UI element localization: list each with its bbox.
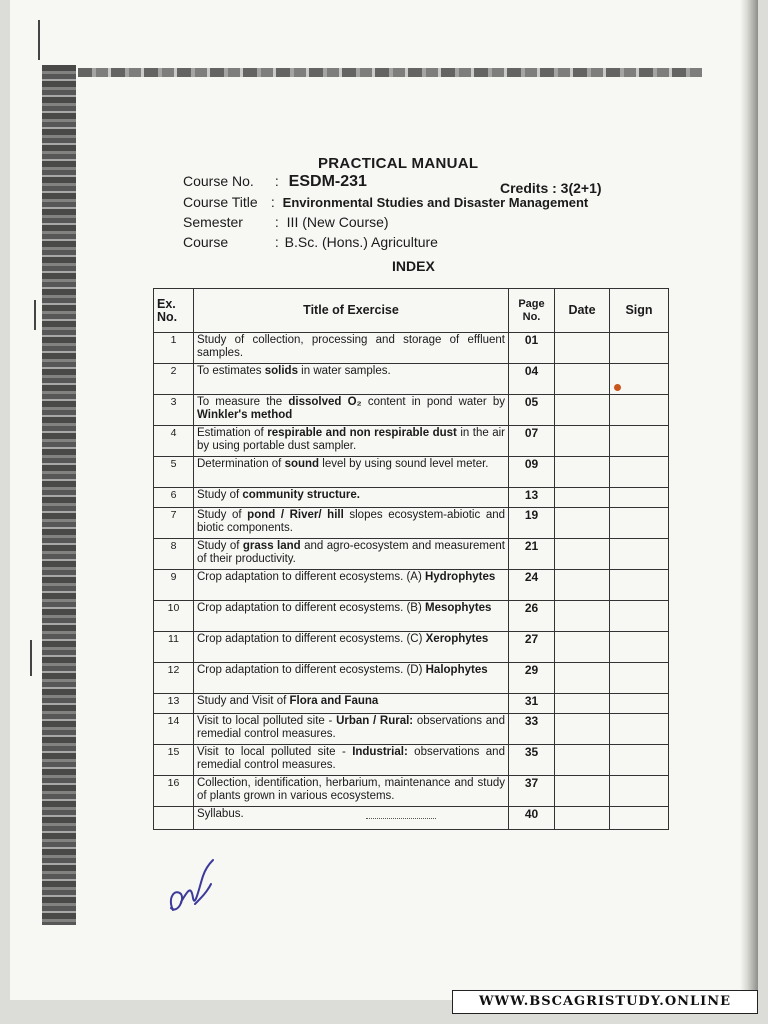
date-cell xyxy=(555,807,610,830)
exercise-title xyxy=(194,488,509,508)
exercise-title-emphasis: grass land xyxy=(242,540,301,552)
course-no-line xyxy=(183,173,367,191)
exercise-title-emphasis: pond / River/ hill xyxy=(247,509,344,521)
exercise-number: 2 xyxy=(154,364,194,395)
page-number: 09 xyxy=(509,457,555,488)
exercise-title-text: Visit to local polluted site - xyxy=(197,746,353,758)
page-number: 04 xyxy=(509,364,555,395)
course-title-label: Course Title xyxy=(183,194,258,210)
table-row xyxy=(154,570,669,601)
sign-cell xyxy=(610,426,669,457)
date-cell xyxy=(555,663,610,694)
table-row xyxy=(154,601,669,632)
exercise-title-emphasis: Winkler's method xyxy=(197,409,293,421)
sign-cell xyxy=(610,694,669,714)
table-row xyxy=(154,508,669,539)
page-number: 29 xyxy=(509,663,555,694)
exercise-title-text: Syllabus. xyxy=(197,808,244,820)
index-header-row xyxy=(154,289,669,333)
exercise-number: 12 xyxy=(154,663,194,694)
exercise-number: 14 xyxy=(154,714,194,745)
table-row xyxy=(154,426,669,457)
exercise-title-text: Estimation of xyxy=(197,427,268,439)
exercise-title xyxy=(194,663,509,694)
course-line xyxy=(183,234,438,250)
date-cell xyxy=(555,570,610,601)
course-no-value: ESDM-231 xyxy=(288,173,367,190)
exercise-title-emphasis: community structure. xyxy=(242,489,360,501)
exercise-title-text: To measure the xyxy=(197,396,289,408)
exercise-title-text: Crop adaptation to different ecosystems. (B) xyxy=(197,602,425,614)
course-title-value: Environmental Studies and Disaster Management xyxy=(282,195,589,210)
sign-cell xyxy=(610,488,669,508)
ink-dot xyxy=(614,384,621,391)
exercise-title-text: Crop adaptation to different ecosystems. (C) xyxy=(197,633,426,645)
exercise-title xyxy=(194,776,509,807)
exercise-number: 6 xyxy=(154,488,194,508)
exercise-title-emphasis: dissolved O₂ xyxy=(288,396,362,408)
date-cell xyxy=(555,776,610,807)
page-number: 33 xyxy=(509,714,555,745)
exercise-title-text: Crop adaptation to different ecosystems. (D) xyxy=(197,664,426,676)
signature-icon xyxy=(165,858,225,920)
page-number: 40 xyxy=(509,807,555,830)
sign-cell xyxy=(610,395,669,426)
index-rows xyxy=(154,333,669,830)
website-watermark: WWW.BSCAGRISTUDY.ONLINE xyxy=(452,990,758,1014)
exercise-title-emphasis: Urban / Rural: xyxy=(336,715,414,727)
exercise-title-emphasis: Halophytes xyxy=(425,664,488,676)
exercise-title-text: Collection, identification, herbarium, maintenance and study of plants grown in various ecosystems. xyxy=(197,777,505,802)
table-row xyxy=(154,457,669,488)
table-row xyxy=(154,364,669,395)
exercise-title-text: slopes ecosystem-abiotic and biotic components. xyxy=(197,509,506,534)
header-page-no: Page No. xyxy=(509,289,555,333)
exercise-title xyxy=(194,632,509,663)
exercise-title-text: content in pond water by xyxy=(361,396,505,408)
page-number: 13 xyxy=(509,488,555,508)
page-number: 35 xyxy=(509,745,555,776)
exercise-number: 3 xyxy=(154,395,194,426)
sign-cell xyxy=(610,601,669,632)
exercise-title-text: To estimates xyxy=(197,365,265,377)
exercise-title-emphasis: Mesophytes xyxy=(424,602,492,614)
course-label: Course xyxy=(183,234,229,250)
exercise-title-text: Visit to local polluted site - xyxy=(197,715,337,727)
exercise-number: 7 xyxy=(154,508,194,539)
page-number: 21 xyxy=(509,539,555,570)
sign-cell xyxy=(610,457,669,488)
sign-cell xyxy=(610,508,669,539)
course-no-label: Course No. xyxy=(183,173,254,189)
table-row xyxy=(154,694,669,714)
course-sep: : xyxy=(274,234,279,250)
exercise-title-emphasis: solids xyxy=(264,365,298,377)
exercise-title-text: and agro-ecosystem and measurement of their productivity. xyxy=(197,540,505,565)
exercise-title xyxy=(194,694,509,714)
sign-cell xyxy=(610,807,669,830)
sign-cell xyxy=(610,745,669,776)
exercise-title-text: Study and Visit of xyxy=(197,695,290,707)
exercise-number: 9 xyxy=(154,570,194,601)
exercise-title-text: Study of collection, processing and storage of effluent samples. xyxy=(197,334,505,359)
semester-line xyxy=(183,214,389,230)
exercise-title-emphasis: Xerophytes xyxy=(425,633,489,645)
exercise-title-text: Crop adaptation to different ecosystems. (A) xyxy=(197,571,425,583)
document-title: PRACTICAL MANUAL xyxy=(318,155,479,172)
date-cell xyxy=(555,426,610,457)
header-ex-no: Ex. No. xyxy=(154,289,194,333)
exercise-title-text: in the air by using portable dust sampler. xyxy=(197,427,505,452)
date-cell xyxy=(555,714,610,745)
sign-cell xyxy=(610,539,669,570)
exercise-number: 1 xyxy=(154,333,194,364)
table-row xyxy=(154,776,669,807)
header-date: Date xyxy=(555,289,610,333)
date-cell xyxy=(555,745,610,776)
exercise-number: 5 xyxy=(154,457,194,488)
exercise-title xyxy=(194,457,509,488)
exercise-title-emphasis: Hydrophytes xyxy=(424,571,496,583)
exercise-title-text: level by using sound level meter. xyxy=(319,458,489,470)
table-row xyxy=(154,395,669,426)
page-number: 01 xyxy=(509,333,555,364)
exercise-title-text: Study of xyxy=(197,489,243,501)
page-number: 27 xyxy=(509,632,555,663)
exercise-title-text: in water samples. xyxy=(297,365,391,377)
index-table xyxy=(153,288,669,830)
exercise-title xyxy=(194,364,509,395)
date-cell xyxy=(555,364,610,395)
exercise-title xyxy=(194,333,509,364)
exercise-title-text: Study of xyxy=(197,540,243,552)
exercise-title xyxy=(194,539,509,570)
date-cell xyxy=(555,601,610,632)
exercise-title-text: Determination of xyxy=(197,458,285,470)
date-cell xyxy=(555,508,610,539)
exercise-title-text: Study of xyxy=(197,509,248,521)
exercise-title-emphasis: respirable and non respirable dust xyxy=(267,427,457,439)
document-header xyxy=(0,0,768,280)
page-number: 05 xyxy=(509,395,555,426)
credits: Credits : 3(2+1) xyxy=(500,180,602,196)
course-value: B.Sc. (Hons.) Agriculture xyxy=(284,234,438,250)
exercise-number: 11 xyxy=(154,632,194,663)
exercise-title xyxy=(194,508,509,539)
exercise-title xyxy=(194,745,509,776)
date-cell xyxy=(555,395,610,426)
semester-value: III (New Course) xyxy=(286,214,389,230)
date-cell xyxy=(555,457,610,488)
date-cell xyxy=(555,488,610,508)
table-row xyxy=(154,745,669,776)
date-cell xyxy=(555,539,610,570)
exercise-title xyxy=(194,426,509,457)
table-row xyxy=(154,714,669,745)
sign-cell xyxy=(610,714,669,745)
exercise-number: 15 xyxy=(154,745,194,776)
exercise-title-text: observations and remedial control measures. xyxy=(197,746,505,771)
page-number: 31 xyxy=(509,694,555,714)
sign-cell xyxy=(610,663,669,694)
date-cell xyxy=(555,694,610,714)
index-heading: INDEX xyxy=(392,258,435,274)
exercise-number: 8 xyxy=(154,539,194,570)
end-dotted-line xyxy=(366,818,436,819)
exercise-title-text: observations and remedial control measures. xyxy=(197,715,505,740)
sign-cell xyxy=(610,776,669,807)
table-row xyxy=(154,488,669,508)
exercise-number: 10 xyxy=(154,601,194,632)
exercise-title xyxy=(194,714,509,745)
course-title-line xyxy=(183,194,588,210)
margin-mark xyxy=(30,640,32,676)
table-row xyxy=(154,663,669,694)
table-row xyxy=(154,632,669,663)
exercise-number: 4 xyxy=(154,426,194,457)
exercise-title xyxy=(194,395,509,426)
table-row xyxy=(154,333,669,364)
course-no-sep: : xyxy=(274,173,279,189)
exercise-number xyxy=(154,807,194,830)
page-number: 37 xyxy=(509,776,555,807)
date-cell xyxy=(555,632,610,663)
sign-cell xyxy=(610,570,669,601)
page-number: 19 xyxy=(509,508,555,539)
exercise-number: 13 xyxy=(154,694,194,714)
table-row xyxy=(154,539,669,570)
margin-mark xyxy=(34,300,36,330)
exercise-title-emphasis: Industrial: xyxy=(352,746,408,758)
page-number: 07 xyxy=(509,426,555,457)
exercise-title xyxy=(194,570,509,601)
page-number: 26 xyxy=(509,601,555,632)
date-cell xyxy=(555,333,610,364)
page-number: 24 xyxy=(509,570,555,601)
exercise-title xyxy=(194,601,509,632)
header-sign: Sign xyxy=(610,289,669,333)
sign-cell xyxy=(610,333,669,364)
exercise-title-emphasis: sound xyxy=(284,458,320,470)
semester-sep: : xyxy=(274,214,279,230)
semester-label: Semester xyxy=(183,214,243,230)
exercise-number: 16 xyxy=(154,776,194,807)
exercise-title-emphasis: Flora and Fauna xyxy=(289,695,379,707)
header-title: Title of Exercise xyxy=(194,289,509,333)
sign-cell xyxy=(610,632,669,663)
course-title-sep: : xyxy=(270,194,275,210)
exercise-title xyxy=(194,807,509,830)
